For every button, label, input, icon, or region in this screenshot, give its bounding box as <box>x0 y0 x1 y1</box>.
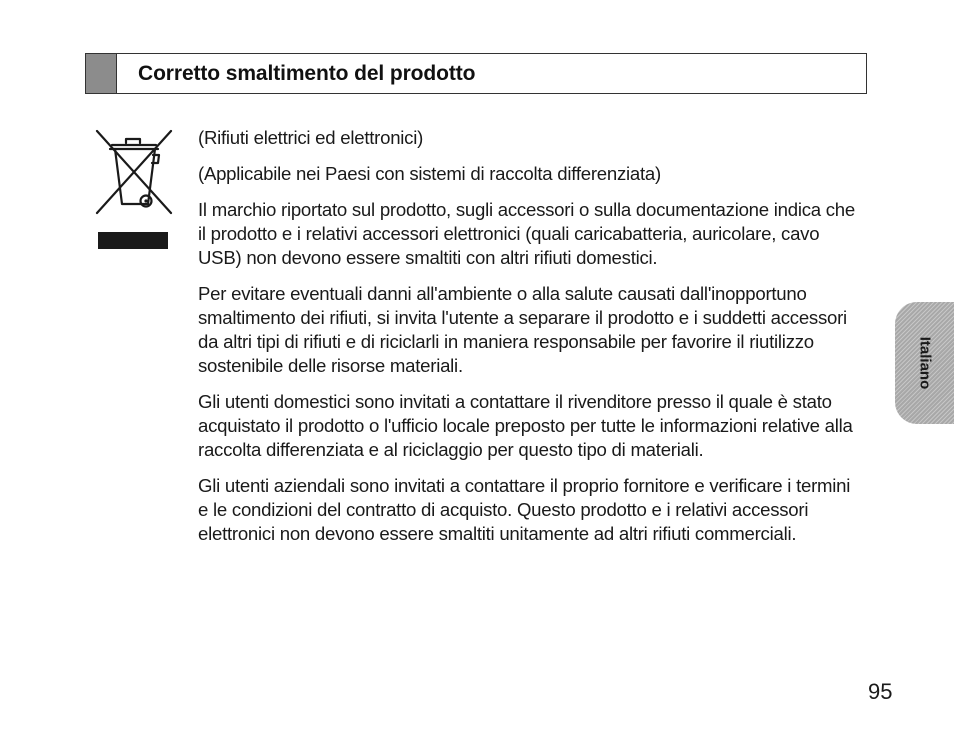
paragraph-mark-meaning: Il marchio riportato sul prodotto, sugli accessori o sulla documentazione indica che il prodotto e i relativi accessori elettronici (quali caricabatteria, auricolare, cavo USB) non devono essere smaltiti con altri rifiuti domestici. <box>198 199 855 268</box>
section-header <box>85 53 867 94</box>
paragraph-household-users: Gli utenti domestici sono invitati a contattare il rivenditore presso il quale è stato acquistato il prodotto o l'ufficio locale preposto per tutte le informazioni relative alla raccolta differenziata e al riciclaggio per questo tipo di materiali. <box>198 391 853 460</box>
language-tab-label: Italiano <box>916 336 933 390</box>
content-body <box>198 126 863 558</box>
header-swatch <box>86 54 117 93</box>
paragraph-weee-label: (Rifiuti elettrici ed elettronici) <box>198 127 424 148</box>
paragraph-environment: Per evitare eventuali danni all'ambiente o alla salute causati dall'inopportuno smaltimento dei rifiuti, si invita l'utente a separare il prodotto e i suddetti accessori da altri tipi di rifiuti e di riciclarli in maniera responsabile per favorire il riutilizzo sostenibile delle risorse materiali. <box>198 283 847 376</box>
paragraph-applicability: (Applicabile nei Paesi con sistemi di raccolta differenziata) <box>198 163 661 184</box>
section-title: Corretto smaltimento del prodotto <box>138 61 476 85</box>
crossed-out-wheelie-bin-icon <box>95 127 173 251</box>
paragraph-business-users: Gli utenti aziendali sono invitati a contattare il proprio fornitore e verificare i termini e le condizioni del contratto di acquisto. Questo prodotto e i relativi accessori elettronici non devono essere smaltiti unitamente ad altri rifiuti commerciali. <box>198 475 851 544</box>
language-tab <box>895 302 954 424</box>
page-number: 95 <box>868 679 893 704</box>
